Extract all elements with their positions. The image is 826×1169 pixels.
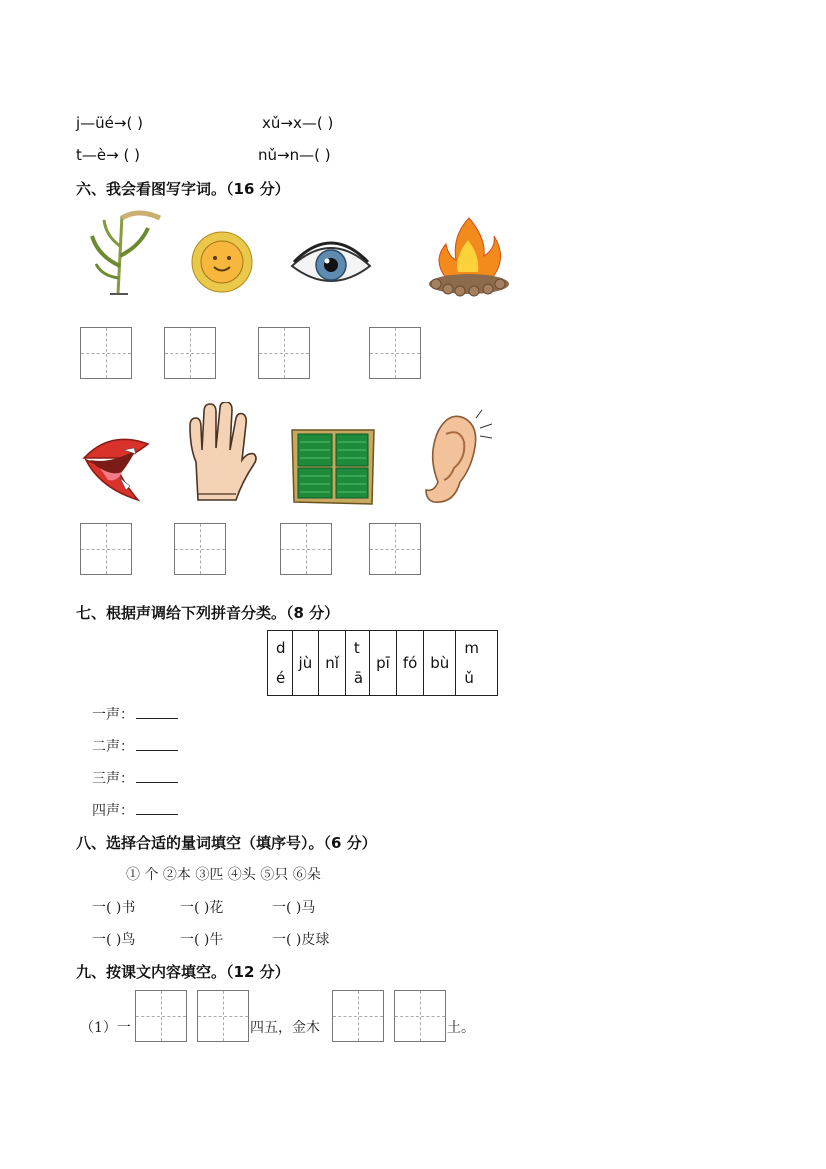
writing-box[interactable] — [332, 990, 384, 1042]
tone-row: 四声： — [92, 800, 178, 820]
fill-item[interactable]: 一( )书 — [92, 900, 136, 916]
fill-item[interactable]: 一( )马 — [272, 900, 316, 916]
writing-box[interactable] — [369, 523, 421, 575]
field-icon — [290, 428, 376, 506]
pinyin-cell: nǐ — [319, 631, 346, 696]
mouth-icon — [80, 428, 152, 508]
sun-icon — [188, 228, 256, 296]
measure-word-options: ① 个 ②本 ③匹 ④头 ⑤只 ⑥朵 — [126, 867, 321, 883]
tone-row: 三声： — [92, 768, 178, 788]
pinyin-cell: t ā — [345, 631, 369, 696]
writing-box[interactable] — [280, 523, 332, 575]
writing-box[interactable] — [164, 327, 216, 379]
writing-box[interactable] — [174, 523, 226, 575]
pinyin-item-2: xǔ→x—( ) — [262, 114, 334, 132]
hand-icon — [184, 402, 258, 506]
ear-icon — [420, 408, 498, 508]
section8-heading: 八、选择合适的量词填空（填序号）。（6 分） — [76, 834, 377, 852]
pinyin-cell: pī — [370, 631, 397, 696]
rice-plant-icon — [88, 206, 168, 298]
section7-heading: 七、根据声调给下列拼音分类。（8 分） — [76, 604, 340, 622]
pinyin-cell: fó — [396, 631, 423, 696]
pinyin-cell: jù — [292, 631, 319, 696]
writing-box[interactable] — [258, 327, 310, 379]
writing-box[interactable] — [394, 990, 446, 1042]
pinyin-item-3: t—è→ ( ) — [76, 146, 140, 164]
fill-item[interactable]: 一( )鸟 — [92, 932, 136, 948]
writing-box[interactable] — [135, 990, 187, 1042]
q1-prefix: （1）一 — [80, 1020, 131, 1036]
pinyin-cell: bù — [424, 631, 456, 696]
answer-blank[interactable] — [136, 706, 178, 719]
writing-box[interactable] — [80, 327, 132, 379]
answer-blank[interactable] — [136, 738, 178, 751]
tone-row: 一声： — [92, 704, 178, 724]
writing-box[interactable] — [197, 990, 249, 1042]
pinyin-table — [267, 630, 498, 696]
q1-middle: 四五，金木 — [250, 1020, 320, 1036]
section9-heading: 九、按课文内容填空。（12 分） — [76, 963, 290, 981]
writing-box[interactable] — [80, 523, 132, 575]
fill-item[interactable]: 一( )牛 — [180, 932, 224, 948]
pinyin-cell: m ǔ — [456, 631, 498, 696]
section6-heading: 六、我会看图写字词。（16 分） — [76, 180, 290, 198]
fill-item[interactable]: 一( )皮球 — [272, 932, 330, 948]
tone-row: 二声： — [92, 736, 178, 756]
pinyin-item-1: j—üé→( ) — [76, 114, 143, 132]
answer-blank[interactable] — [136, 770, 178, 783]
eye-icon — [288, 234, 374, 296]
fill-item[interactable]: 一( )花 — [180, 900, 224, 916]
pinyin-cell: d é — [268, 631, 293, 696]
q1-end: 土。 — [447, 1020, 475, 1036]
fire-icon — [426, 214, 512, 298]
writing-box[interactable] — [369, 327, 421, 379]
answer-blank[interactable] — [136, 802, 178, 815]
pinyin-item-4: nǔ→n—( ) — [258, 146, 331, 164]
